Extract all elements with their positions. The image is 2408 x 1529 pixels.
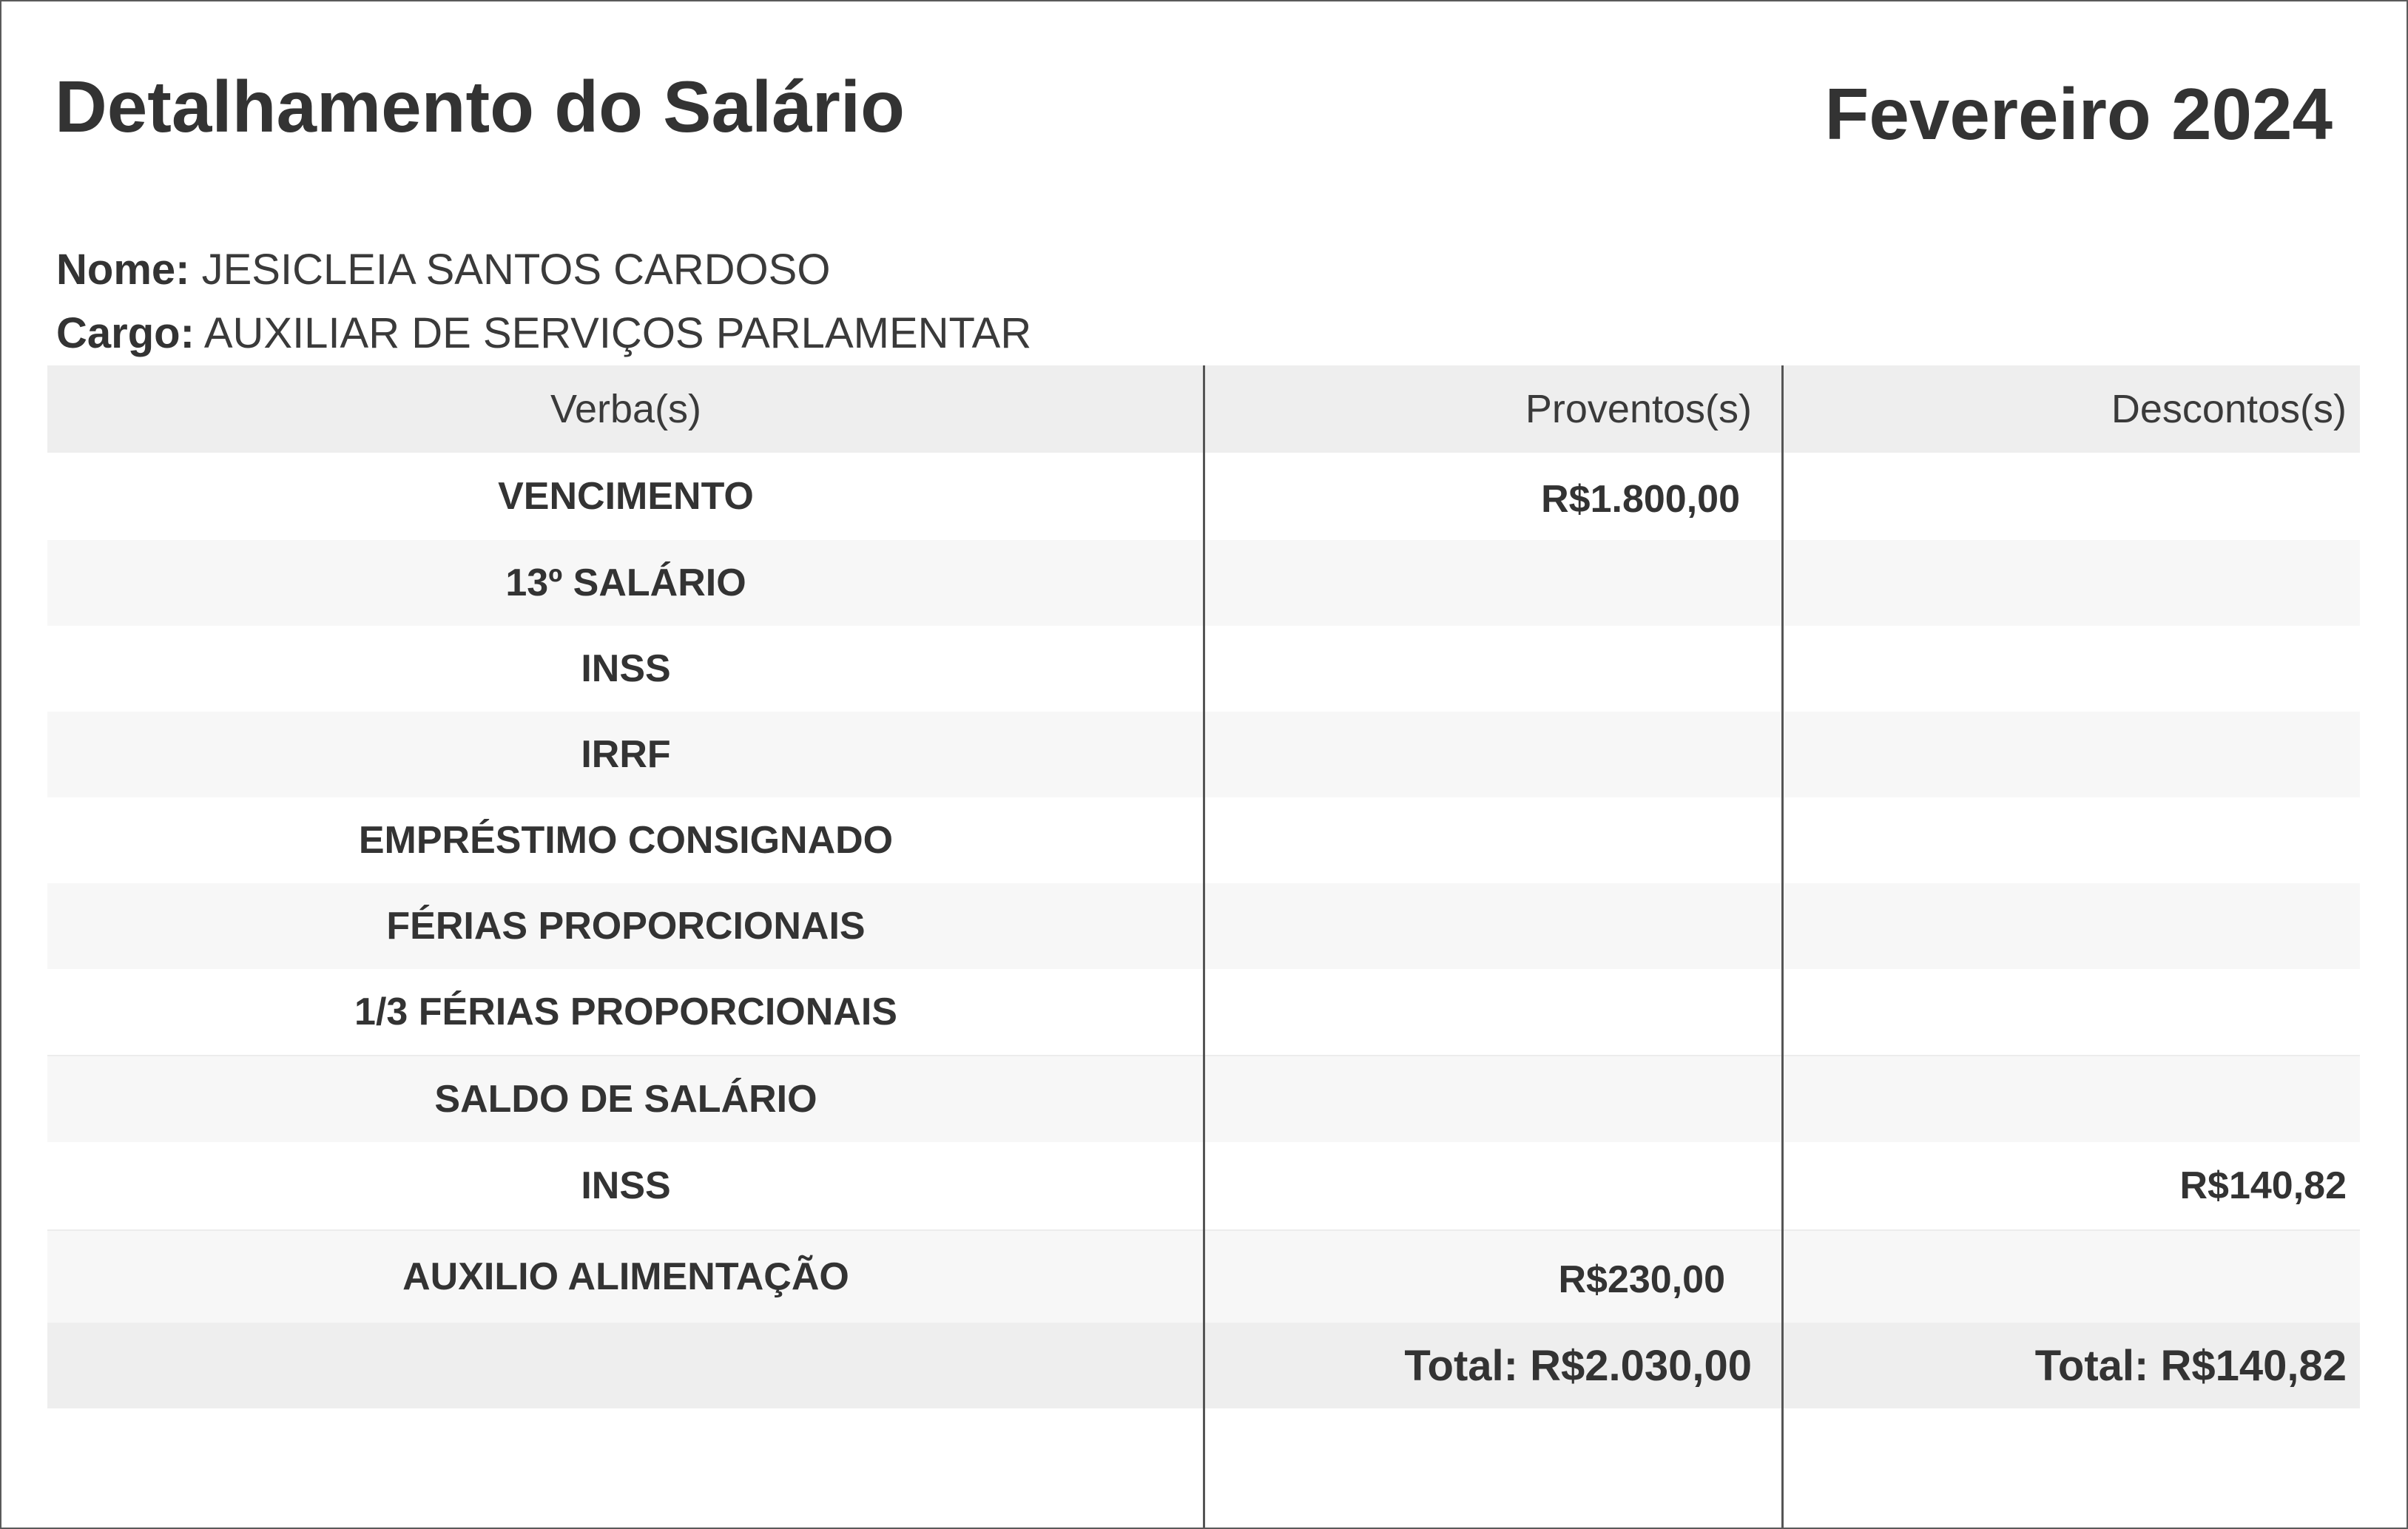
total-descontos: Total: R$140,82: [2034, 1341, 2347, 1390]
role-label: Cargo:: [56, 309, 195, 357]
total-proventos: Total: R$2.030,00: [1404, 1341, 1752, 1390]
verba-cell: INSS: [581, 647, 671, 690]
proventos-cell: [1204, 1056, 1781, 1142]
page-title: Detalhamento do Salário: [55, 66, 905, 147]
descontos-cell: [1781, 883, 2360, 969]
verba-cell: EMPRÉSTIMO CONSIGNADO: [358, 819, 894, 862]
verba-cell: 13º SALÁRIO: [505, 561, 746, 604]
descontos-cell: [1781, 540, 2360, 626]
proventos-cell: [1204, 969, 1781, 1055]
proventos-cell: R$1.800,00: [1541, 478, 1740, 521]
name-value: JESICLEIA SANTOS CARDOSO: [201, 246, 831, 294]
descontos-cell: [1781, 712, 2360, 797]
verba-cell: 1/3 FÉRIAS PROPORCIONAIS: [354, 990, 897, 1033]
verba-cell: AUXILIO ALIMENTAÇÃO: [402, 1255, 849, 1298]
verba-cell: IRRF: [581, 733, 671, 776]
proventos-cell: [1204, 1142, 1781, 1229]
verba-cell: FÉRIAS PROPORCIONAIS: [386, 905, 866, 948]
descontos-cell: [1781, 626, 2360, 712]
descontos-cell: [1781, 797, 2360, 883]
verba-cell: VENCIMENTO: [498, 475, 754, 518]
verba-cell: SALDO DE SALÁRIO: [434, 1078, 817, 1121]
descontos-cell: R$140,82: [2179, 1164, 2347, 1207]
column-header-descontos: Descontos(s): [2111, 387, 2347, 431]
proventos-cell: [1204, 626, 1781, 712]
descontos-cell: [1781, 969, 2360, 1055]
verba-cell: INSS: [581, 1164, 671, 1207]
proventos-cell: [1204, 540, 1781, 626]
proventos-cell: R$230,00: [1558, 1258, 1725, 1301]
proventos-cell: [1204, 883, 1781, 969]
period-label: Fevereiro 2024: [1824, 73, 2333, 155]
descontos-cell: [1781, 1056, 2360, 1142]
employee-name: [56, 244, 830, 296]
proventos-cell: [1204, 712, 1781, 797]
descontos-cell: [1781, 1231, 2360, 1323]
total-label-cell: [47, 1323, 1204, 1408]
descontos-cell: [1781, 453, 2360, 540]
column-divider: [1203, 365, 1205, 1528]
employee-role: [56, 308, 1031, 360]
column-header-verba: Verba(s): [550, 387, 702, 431]
column-divider: [1781, 365, 1784, 1528]
proventos-cell: [1204, 797, 1781, 883]
column-header-proventos: Proventos(s): [1525, 387, 1752, 431]
role-value: AUXILIAR DE SERVIÇOS PARLAMENTAR: [203, 309, 1032, 357]
name-label: Nome:: [56, 246, 190, 294]
